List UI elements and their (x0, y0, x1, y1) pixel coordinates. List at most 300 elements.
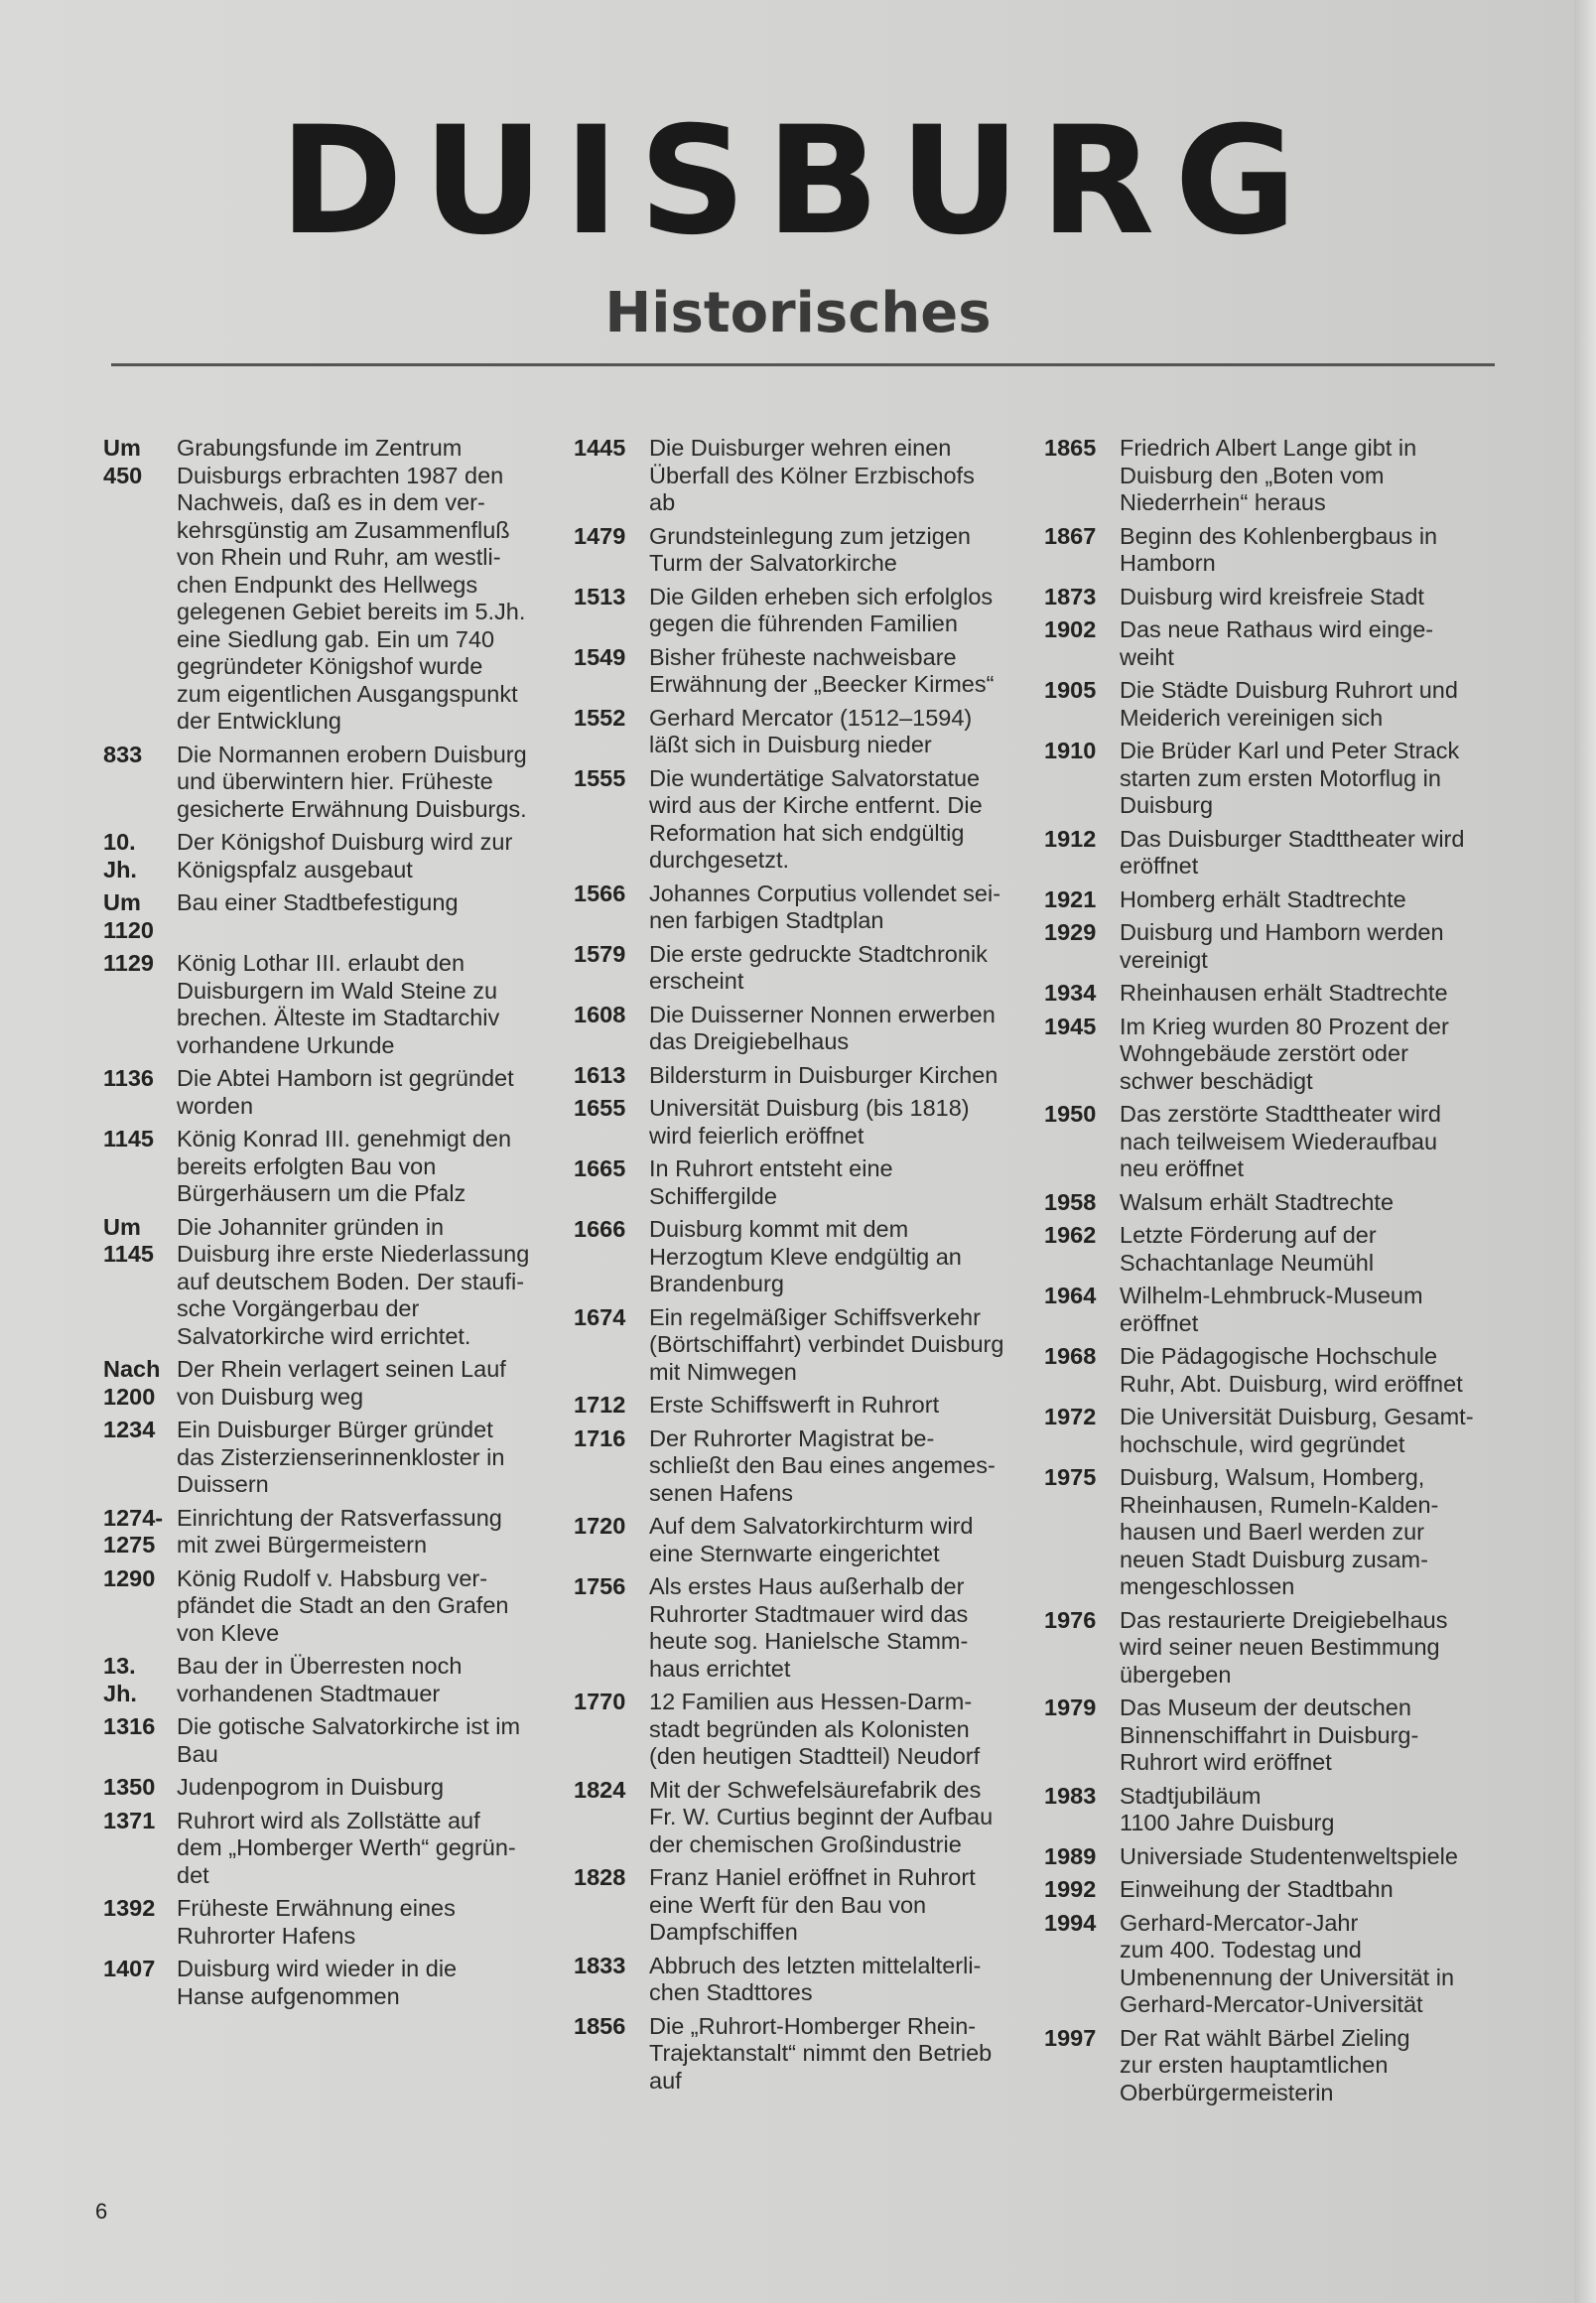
timeline-text (177, 950, 560, 1059)
timeline-text-line: Trajektanstalt“ nimmt den Betrieb (649, 2040, 993, 2066)
timeline-text (649, 644, 1020, 699)
timeline-text (1120, 523, 1491, 578)
timeline-year-line: 1865 (1044, 435, 1097, 461)
timeline-text (649, 1304, 1020, 1387)
timeline-text-line: sche Vorgängerbau der (177, 1295, 420, 1321)
timeline-entry (1044, 616, 1491, 671)
timeline-entry (1044, 980, 1491, 1008)
timeline-entry (1044, 677, 1491, 732)
timeline-year (574, 1777, 649, 1805)
timeline-year (103, 1808, 177, 1835)
timeline-year-line: 1479 (574, 522, 626, 549)
timeline-text (649, 1573, 1020, 1683)
timeline-text-line: hausen und Baerl werden zur (1120, 1519, 1425, 1545)
timeline-text-line: Brandenburg (649, 1271, 784, 1296)
timeline-text (1120, 1014, 1491, 1096)
timeline-entry (574, 1062, 1020, 1090)
timeline-entry (574, 1573, 1020, 1683)
timeline-entry (1044, 1189, 1491, 1217)
timeline-text-line: Duisburgern im Wald Steine zu (177, 977, 498, 1004)
timeline-year (1044, 677, 1120, 705)
timeline-year (574, 1425, 649, 1453)
timeline-entry (1044, 1843, 1491, 1871)
timeline-text (177, 1065, 560, 1120)
timeline-text-line: Dampfschiffen (649, 1919, 798, 1945)
page-title: DUISBURG (279, 95, 1317, 268)
timeline-year (574, 705, 649, 733)
timeline-entry (574, 584, 1020, 638)
timeline-text-line: Schiffergilde (649, 1182, 777, 1209)
timeline-text-line: Wilhelm-Lehmbruck-Museum (1120, 1283, 1423, 1308)
timeline-year-line: 1136 (103, 1065, 154, 1091)
timeline-text-line: wird feierlich eröffnet (649, 1122, 864, 1149)
timeline-year (574, 584, 649, 611)
timeline-text-line: chen Stadttores (649, 1979, 813, 2005)
timeline-text-line: Nachweis, daß es in dem ver- (177, 489, 485, 515)
timeline-text (177, 1214, 560, 1351)
timeline-text-line: Duissern (177, 1471, 269, 1497)
timeline-year-line: 1824 (574, 1776, 626, 1803)
timeline-text-line: Beginn des Kohlenbergbaus in (1120, 522, 1438, 549)
timeline-year (1044, 1222, 1120, 1250)
timeline-text (177, 1895, 560, 1950)
timeline-text (177, 829, 560, 883)
timeline-year-line: 1350 (103, 1774, 156, 1800)
timeline-entry (574, 705, 1020, 759)
timeline-text-line: vorhandenen Stadtmauer (177, 1680, 441, 1706)
timeline-year (574, 1392, 649, 1420)
timeline-year (574, 435, 649, 463)
timeline-year-line: Um (103, 889, 141, 915)
timeline-year-line: 1566 (574, 880, 626, 906)
timeline-text-line: schließt den Bau eines angemes- (649, 1452, 996, 1478)
timeline-year-line: 1129 (103, 950, 154, 976)
timeline-text-line: neuen Stadt Duisburg zusam- (1120, 1546, 1428, 1572)
timeline-entry (103, 1956, 560, 2010)
timeline-text-line: Die Abtei Hamborn ist gegründet (177, 1065, 514, 1091)
timeline-year-line: 1445 (574, 435, 626, 461)
timeline-text-line: Abbruch des letzten mittelalterli- (649, 1952, 982, 1978)
timeline-year (1044, 1843, 1120, 1871)
timeline-text-line: Auf dem Salvatorkirchturm wird (649, 1513, 974, 1539)
timeline-year (574, 1689, 649, 1716)
timeline-year (574, 1062, 649, 1090)
timeline-entry (1044, 1283, 1491, 1337)
timeline-year (1044, 1014, 1120, 1041)
timeline-entry (574, 881, 1020, 935)
timeline-text-line: der chemischen Großindustrie (649, 1830, 962, 1857)
timeline-text-line: erscheint (649, 968, 744, 994)
timeline-text-line: auf deutschem Boden. Der staufi- (177, 1268, 525, 1294)
timeline-text-line: Bildersturm in Duisburger Kirchen (649, 1061, 998, 1088)
timeline-text-line: mit Nimwegen (649, 1358, 797, 1385)
timeline-text-line: von Rhein und Ruhr, am westli- (177, 544, 501, 570)
timeline-year (1044, 1876, 1120, 1904)
timeline-year-line: 833 (103, 741, 143, 767)
timeline-year (1044, 1189, 1120, 1217)
timeline-year-line: 1513 (574, 583, 626, 610)
timeline-text (649, 705, 1020, 759)
timeline-entry (1044, 886, 1491, 914)
timeline-year-line: 1712 (574, 1392, 626, 1418)
timeline-text (1120, 1222, 1491, 1277)
timeline-text-line: Grabungsfunde im Zentrum (177, 435, 463, 461)
timeline-year (574, 1155, 649, 1183)
timeline-year (574, 523, 649, 551)
timeline-text-line: Einrichtung der Ratsverfassung (177, 1504, 502, 1531)
timeline-year-line: 1407 (103, 1956, 156, 1981)
timeline-year (574, 2013, 649, 2041)
timeline-entry (103, 1065, 560, 1120)
timeline-entry (574, 1392, 1020, 1420)
timeline-text-line: Universität Duisburg (bis 1818) (649, 1095, 970, 1121)
timeline-text-line: Die Brüder Karl und Peter Strack (1120, 738, 1460, 763)
timeline-year-line: Um (103, 435, 141, 461)
timeline-text (1120, 886, 1491, 914)
timeline-year-line: 1770 (574, 1689, 626, 1714)
timeline-year-line: Jh. (103, 1680, 137, 1706)
timeline-year-line: 1828 (574, 1864, 626, 1890)
timeline-text (649, 2013, 1020, 2096)
timeline-text-line: eröffnet (1120, 1309, 1199, 1336)
timeline-text-line: Die wundertätige Salvatorstatue (649, 764, 981, 791)
timeline-year (103, 1065, 177, 1093)
timeline-text (1120, 1910, 1491, 2019)
timeline-year (574, 1002, 649, 1029)
timeline-entry (1044, 738, 1491, 820)
timeline-year (1044, 1607, 1120, 1635)
timeline-text-line: Salvatorkirche wird errichtet. (177, 1322, 471, 1349)
timeline-year-line: 1950 (1044, 1101, 1097, 1127)
timeline-text-line: Die Normannen erobern Duisburg (177, 741, 527, 767)
title-divider (111, 363, 1495, 366)
timeline-text-line: übergeben (1120, 1661, 1232, 1688)
timeline-text-line: Homberg erhält Stadtrechte (1120, 885, 1406, 912)
timeline-text (1120, 435, 1491, 517)
timeline-entry (103, 1713, 560, 1768)
timeline-year-line: 1756 (574, 1573, 626, 1599)
timeline-text (1120, 1607, 1491, 1690)
timeline-entry (103, 435, 560, 736)
timeline-year (1044, 738, 1120, 765)
timeline-text-line: Gerhard-Mercator-Jahr (1120, 1909, 1359, 1936)
timeline-year-line: 1371 (103, 1807, 156, 1833)
timeline-entry (103, 1895, 560, 1950)
timeline-text-line: schwer beschädigt (1120, 1067, 1313, 1094)
timeline-text-line: Duisburgs erbrachten 1987 den (177, 462, 504, 488)
timeline-year-line: 1972 (1044, 1404, 1097, 1429)
timeline-text-line: Schachtanlage Neumühl (1120, 1249, 1375, 1276)
timeline-entry (1044, 435, 1491, 517)
timeline-text-line: Duisburg ihre erste Niederlassung (177, 1241, 530, 1267)
timeline-entry (1044, 919, 1491, 974)
timeline-text-line: pfändet die Stadt an den Grafen (177, 1592, 509, 1618)
timeline-year-line: 1833 (574, 1952, 626, 1978)
timeline-year (103, 1126, 177, 1153)
timeline-year (1044, 1283, 1120, 1310)
timeline-text-line: der Entwicklung (177, 708, 341, 734)
timeline-text-line: Gerhard Mercator (1512–1594) (649, 704, 973, 731)
timeline-text-line: Judenpogrom in Duisburg (177, 1774, 445, 1800)
timeline-year-line: 1579 (574, 940, 626, 967)
timeline-text-line: Bau der in Überresten noch (177, 1653, 463, 1679)
timeline-entry (574, 1777, 1020, 1859)
timeline-year-line: 1856 (574, 2012, 626, 2039)
timeline-year-line: 1316 (103, 1713, 156, 1739)
timeline-text-line: Duisburg wird wieder in die (177, 1956, 458, 1981)
timeline-text (1120, 677, 1491, 732)
timeline-text (1120, 1783, 1491, 1837)
timeline-text-line: König Lothar III. erlaubt den (177, 950, 466, 976)
timeline-text-line: von Duisburg weg (177, 1383, 364, 1410)
timeline-text-line: 1100 Jahre Duisburg (1120, 1810, 1335, 1835)
timeline-year (574, 1513, 649, 1541)
timeline-text-line: starten zum ersten Motorflug in (1120, 764, 1441, 791)
timeline-text-line: Die Städte Duisburg Ruhrort und (1120, 677, 1458, 703)
timeline-text (1120, 1283, 1491, 1337)
timeline-entry (1044, 1404, 1491, 1458)
timeline-year-line: 1905 (1044, 677, 1097, 703)
timeline-year (574, 1953, 649, 1980)
timeline-entry (574, 1513, 1020, 1567)
timeline-text (177, 435, 560, 736)
timeline-text (177, 1808, 560, 1890)
timeline-text-line: Einweihung der Stadtbahn (1120, 1876, 1394, 1902)
timeline-year-line: 1934 (1044, 980, 1097, 1006)
timeline-year-line: 1120 (103, 916, 154, 943)
timeline-text-line: Ruhrort wird eröffnet (1120, 1749, 1332, 1775)
timeline-text-line: gegen die führenden Familien (649, 610, 958, 636)
timeline-year (103, 889, 177, 944)
timeline-text-line: Überfall des Kölner Erzbischofs (649, 462, 975, 488)
timeline-text (1120, 919, 1491, 974)
timeline-text-line: Erwähnung der „Beecker Kirmes“ (649, 671, 995, 697)
timeline-text (177, 1356, 560, 1411)
timeline-column-3 (1044, 435, 1491, 2112)
timeline-text-line: eine Sternwarte eingerichtet (649, 1540, 940, 1566)
timeline-text-line: Bau (177, 1740, 218, 1767)
timeline-entry (574, 435, 1020, 517)
timeline-text-line: und überwintern hier. Früheste (177, 768, 493, 794)
timeline-year-line: 1929 (1044, 919, 1097, 945)
timeline-text (1120, 1694, 1491, 1777)
timeline-text-line: nen farbigen Stadtplan (649, 907, 884, 933)
timeline-text (649, 1095, 1020, 1150)
timeline-entry (103, 950, 560, 1059)
timeline-text-line: Als erstes Haus außerhalb der (649, 1573, 965, 1599)
timeline-year (1044, 1404, 1120, 1431)
timeline-entry (1044, 523, 1491, 578)
timeline-text (649, 584, 1020, 638)
timeline-text (177, 1774, 560, 1802)
timeline-text-line: ab (649, 489, 676, 515)
timeline-text-line: heute sog. Hanielsche Stamm- (649, 1628, 969, 1654)
timeline-year-line: 1962 (1044, 1222, 1097, 1248)
timeline-text (649, 1689, 1020, 1771)
timeline-text-line: haus errichtet (649, 1655, 791, 1682)
timeline-text-line: Das Museum der deutschen (1120, 1694, 1411, 1720)
timeline-text-line: chen Endpunkt des Hellwegs (177, 571, 478, 598)
timeline-text-line: Walsum erhält Stadtrechte (1120, 1188, 1395, 1215)
timeline-entry (1044, 1910, 1491, 2019)
timeline-text-line: Der Königshof Duisburg wird zur (177, 829, 513, 855)
timeline-year (1044, 584, 1120, 611)
timeline-year (574, 765, 649, 793)
timeline-entry (1044, 584, 1491, 611)
timeline-entry (1044, 1607, 1491, 1690)
timeline-text-line: auf (649, 2067, 682, 2094)
timeline-text-line: läßt sich in Duisburg nieder (649, 732, 932, 757)
timeline-text (177, 742, 560, 824)
timeline-year (1044, 919, 1120, 947)
timeline-text (1120, 826, 1491, 881)
timeline-entry (574, 1953, 1020, 2007)
timeline-text-line: wird seiner neuen Bestimmung (1120, 1634, 1440, 1660)
timeline-text (649, 1777, 1020, 1859)
timeline-text-line: König Rudolf v. Habsburg ver- (177, 1564, 488, 1591)
timeline-entry (574, 1864, 1020, 1947)
timeline-year-line: 1392 (103, 1895, 156, 1921)
timeline-entry (103, 1505, 560, 1559)
timeline-year-line: 1902 (1044, 616, 1097, 642)
timeline-year-line: 1873 (1044, 583, 1097, 610)
timeline-text-line: Die Duisserner Nonnen erwerben (649, 1001, 996, 1027)
timeline-text (649, 1062, 1020, 1090)
timeline-entry (574, 644, 1020, 699)
timeline-year (1044, 1910, 1120, 1938)
timeline-entry (1044, 1222, 1491, 1277)
timeline-entry (1044, 1694, 1491, 1777)
timeline-text-line: Die Duisburger wehren einen (649, 435, 952, 461)
timeline-text (177, 1126, 560, 1208)
timeline-year-line: 1716 (574, 1424, 626, 1451)
timeline-year-line: 1720 (574, 1513, 626, 1539)
timeline-year (574, 941, 649, 969)
timeline-text-line: Der Ruhrorter Magistrat be- (649, 1424, 935, 1451)
timeline-year (1044, 435, 1120, 463)
timeline-text-line: Franz Haniel eröffnet in Ruhrort (649, 1864, 976, 1890)
timeline-text-line: Das zerstörte Stadttheater wird (1120, 1101, 1441, 1127)
timeline-text-line: Reformation hat sich endgültig (649, 819, 965, 846)
timeline-text-line: dem „Homberger Werth“ gegrün- (177, 1834, 516, 1860)
timeline-text-line: weiht (1120, 643, 1174, 670)
timeline-text-line: Die gotische Salvatorkirche ist im (177, 1713, 521, 1739)
timeline-text-line: Friedrich Albert Lange gibt in (1120, 435, 1417, 461)
timeline-year-line: 13. (103, 1653, 136, 1679)
timeline-text (1120, 1464, 1491, 1601)
timeline-year-line: 1275 (103, 1532, 156, 1558)
timeline-text-line: gesicherte Erwähnung Duisburgs. (177, 795, 527, 822)
timeline-year-line: 1921 (1044, 885, 1097, 912)
timeline-text-line: Johannes Corputius vollendet sei- (649, 880, 1001, 906)
timeline-year (574, 1864, 649, 1892)
timeline-year-line: 1274- (103, 1504, 164, 1531)
timeline-entry (1044, 1783, 1491, 1837)
timeline-year (103, 1214, 177, 1269)
timeline-year-line: 1975 (1044, 1464, 1097, 1490)
timeline-text-line: von Kleve (177, 1619, 280, 1646)
timeline-text (649, 1864, 1020, 1947)
timeline-text-line: Das Duisburger Stadttheater wird (1120, 825, 1465, 852)
timeline-text-line: Die Universität Duisburg, Gesamt- (1120, 1404, 1474, 1429)
timeline-entry (103, 742, 560, 824)
timeline-year-line: 1549 (574, 643, 626, 670)
timeline-text (649, 1216, 1020, 1298)
timeline-text (649, 1392, 1020, 1420)
timeline-text-line: vereinigt (1120, 946, 1208, 973)
timeline-text-line: Hanse aufgenommen (177, 1982, 400, 2009)
timeline-text-line: Stadtjubiläum (1120, 1782, 1262, 1809)
timeline-entry (574, 2013, 1020, 2096)
timeline-year (1044, 616, 1120, 644)
timeline-year (103, 1956, 177, 1983)
timeline-text (177, 1505, 560, 1559)
page-edge-shadow (1574, 0, 1596, 2303)
timeline-text-line: Meiderich vereinigen sich (1120, 704, 1384, 731)
timeline-entry (574, 1095, 1020, 1150)
timeline-year-line: Jh. (103, 856, 137, 882)
timeline-text-line: Ruhr, Abt. Duisburg, wird eröffnet (1120, 1370, 1463, 1397)
timeline-entry (1044, 1343, 1491, 1398)
timeline-year (1044, 1783, 1120, 1811)
timeline-year (103, 435, 177, 489)
timeline-text (1120, 1189, 1491, 1217)
timeline-year-line: 1555 (574, 764, 626, 791)
timeline-text-line: Turm der Salvatorkirche (649, 550, 897, 576)
timeline-text (1120, 1101, 1491, 1183)
timeline-text-line: Oberbürgermeisterin (1120, 2079, 1334, 2105)
timeline-text (177, 1713, 560, 1768)
timeline-text-line: bereits erfolgten Bau von (177, 1152, 437, 1179)
timeline-year (103, 1417, 177, 1444)
timeline-entry (1044, 1876, 1491, 1904)
timeline-entry (574, 941, 1020, 996)
timeline-text-line: Gerhard-Mercator-Universität (1120, 1991, 1423, 2017)
timeline-text-line: eine Siedlung gab. Ein um 740 (177, 625, 495, 652)
timeline-text-line: stadt begründen als Kolonisten (649, 1715, 970, 1742)
timeline-text-line: Die Gilden erheben sich erfolglos (649, 583, 994, 610)
timeline-year-line: 1145 (103, 1126, 154, 1152)
timeline-entry (574, 1216, 1020, 1298)
timeline-text-line: neu eröffnet (1120, 1155, 1245, 1181)
page-number: 6 (95, 2199, 108, 2224)
timeline-entry (103, 1214, 560, 1351)
timeline-text (649, 523, 1020, 578)
timeline-text (649, 435, 1020, 517)
timeline-entry (1044, 1101, 1491, 1183)
timeline-text-line: Ein regelmäßiger Schiffsverkehr (649, 1303, 981, 1330)
timeline-year (103, 1713, 177, 1741)
timeline-text-line: nach teilweisem Wiederaufbau (1120, 1128, 1438, 1154)
timeline-text-line: wird aus der Kirche entfernt. Die (649, 792, 983, 818)
timeline-text-line: Rheinhausen, Rumeln-Kalden- (1120, 1491, 1439, 1518)
timeline-year-line: 450 (103, 462, 143, 488)
timeline-year-line: 1290 (103, 1564, 156, 1591)
timeline-entry (103, 1356, 560, 1411)
timeline-text-line: Duisburg und Hamborn werden (1120, 919, 1444, 945)
timeline-text-line: Erste Schiffswerft in Ruhrort (649, 1392, 940, 1418)
timeline-text-line: eröffnet (1120, 853, 1199, 879)
timeline-text-line: Umbenennung der Universität in (1120, 1964, 1455, 1990)
timeline-text-line: Duisburg, Walsum, Homberg, (1120, 1464, 1425, 1490)
timeline-entry (103, 1653, 560, 1707)
timeline-text-line: gelegenen Gebiet bereits im 5.Jh. (177, 599, 526, 624)
timeline-text-line: Der Rhein verlagert seinen Lauf (177, 1356, 506, 1382)
timeline-text-line: Ruhrorter Stadtmauer wird das (649, 1600, 969, 1627)
timeline-text (177, 1956, 560, 2010)
timeline-text-line: (den heutigen Stadtteil) Neudorf (649, 1743, 981, 1769)
timeline-text-line: Binnenschiffahrt in Duisburg- (1120, 1721, 1419, 1748)
